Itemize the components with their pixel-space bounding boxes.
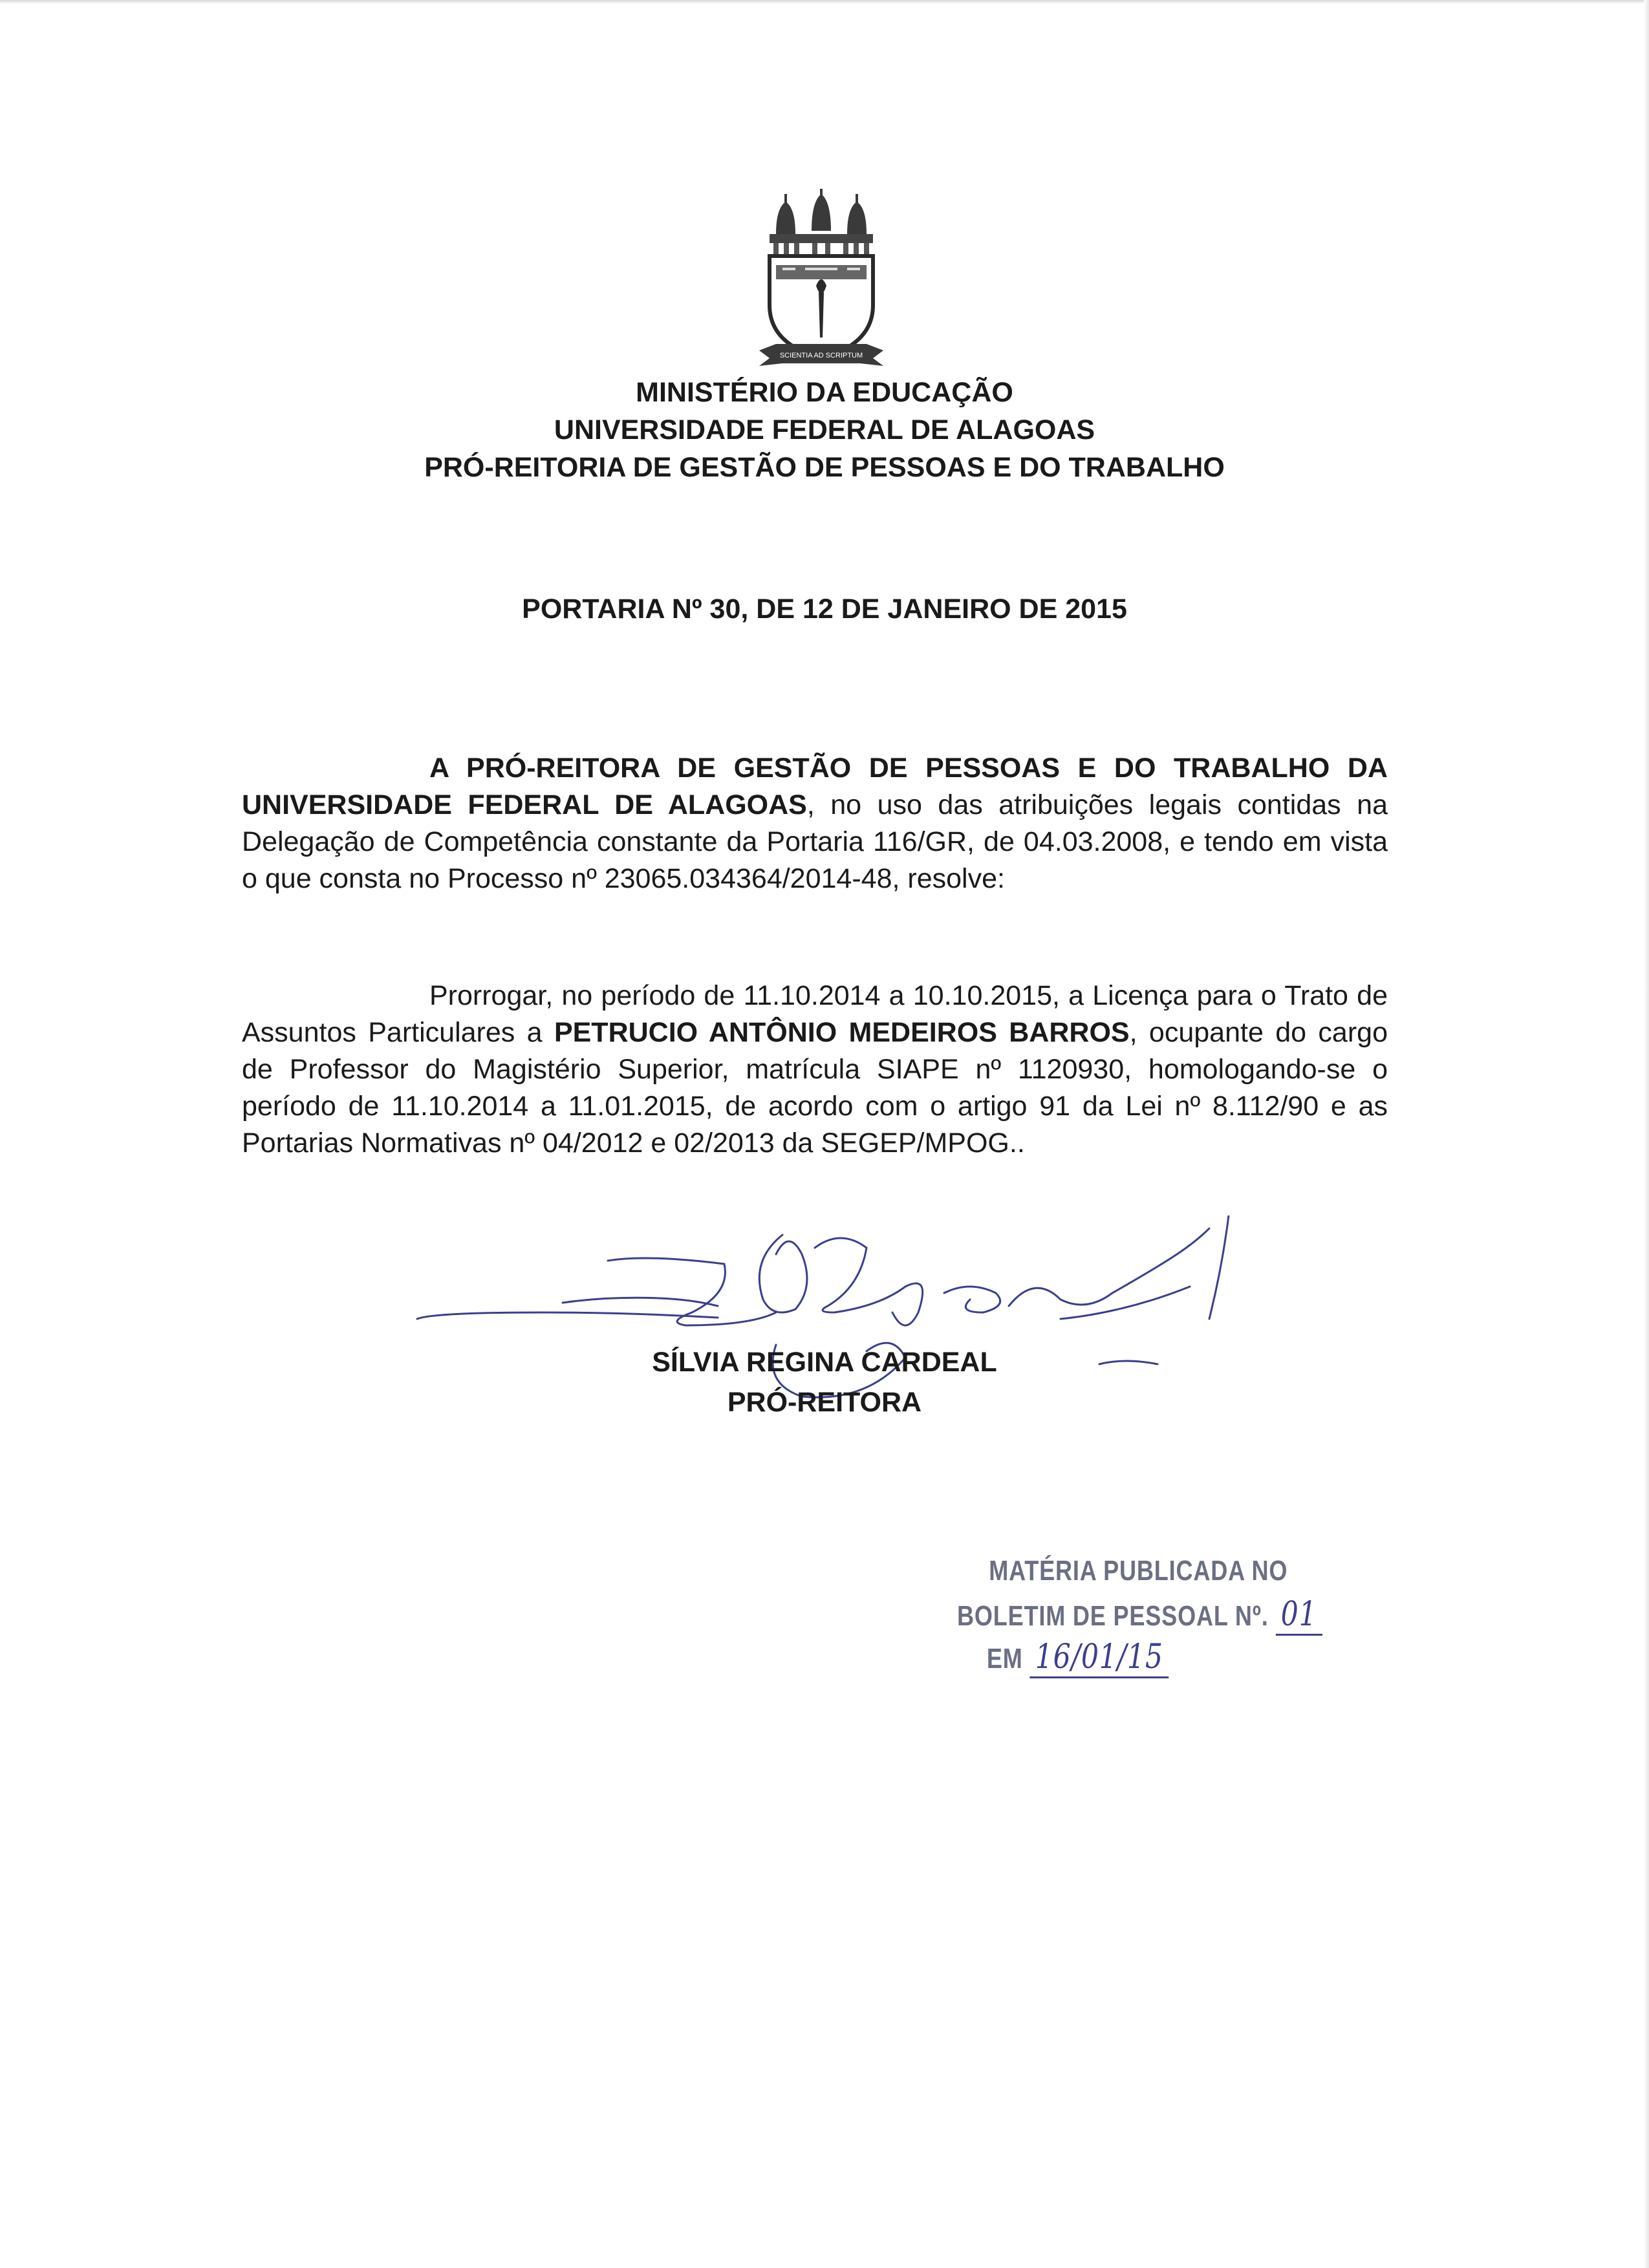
beneficiary-name: PETRUCIO ANTÔNIO MEDEIROS BARROS xyxy=(554,1017,1130,1048)
authority-name: A PRÓ-REITORA DE GESTÃO DE PESSOAS E DO TRABALHO DA UNIVERSIDADE FEDERAL DE ALAGOAS xyxy=(242,753,1388,820)
preamble-text: , no uso das atribuições legais contidas na Delegação de Competência constante da Portaria 116/GR, de 04.03.2008, e tendo em vista o que consta no Processo nº 23065.034364/2014-48, resolve: xyxy=(242,789,1388,894)
scan-edge xyxy=(1644,0,1649,2268)
signer-block xyxy=(0,1342,1649,1422)
stamp-line-1: MATÉRIA PUBLICADA NO xyxy=(989,1555,1288,1587)
stamp-line-2 xyxy=(957,1595,1322,1634)
stamp-date-label: EM xyxy=(986,1643,1023,1674)
signer-name: SÍLVIA REGINA CARDEAL xyxy=(652,1347,997,1378)
scan-edge xyxy=(0,0,1649,4)
publication-stamp xyxy=(957,1555,1317,1704)
stamp-bulletin-label: BOLETIM DE PESSOAL Nº. xyxy=(957,1600,1269,1632)
resolution-text-start: Prorrogar, no período de 11.10.2014 a 10.10.2015, a Licença para o Trato de Assuntos Particulares a xyxy=(242,980,1388,1048)
document-header xyxy=(0,374,1649,486)
university-heading: UNIVERSIDADE FEDERAL DE ALAGOAS xyxy=(554,414,1095,445)
portaria-title: PORTARIA Nº 30, DE 12 DE JANEIRO DE 2015 xyxy=(522,594,1127,625)
resolution-paragraph xyxy=(242,978,1388,1162)
stamp-date: 16/01/15 xyxy=(1030,1638,1169,1678)
svg-text:SCIENTIA AD SCRIPTUM: SCIENTIA AD SCRIPTUM xyxy=(779,352,863,359)
signer-role: PRÓ-REITORA xyxy=(727,1387,922,1418)
stamp-line-3 xyxy=(987,1638,1169,1676)
preamble-paragraph xyxy=(242,750,1388,897)
department-heading: PRÓ-REITORIA DE GESTÃO DE PESSOAS E DO TRABALHO xyxy=(424,452,1225,483)
ministry-heading: MINISTÉRIO DA EDUCAÇÃO xyxy=(636,377,1013,408)
stamp-bulletin-number: 01 xyxy=(1275,1595,1322,1636)
university-crest-icon xyxy=(757,189,886,376)
resolution-text-end: , ocupante do cargo de Professor do Magistério Superior, matrícula SIAPE nº 1120930, homologando-se o período de 11.10.2014 a 11.01.2015, de acordo com o artigo 91 da Lei nº 8.112/90 e as Portarias Normativas nº 04/2012 e 02/2013 da SEGEP/MPOG.. xyxy=(242,1017,1388,1159)
